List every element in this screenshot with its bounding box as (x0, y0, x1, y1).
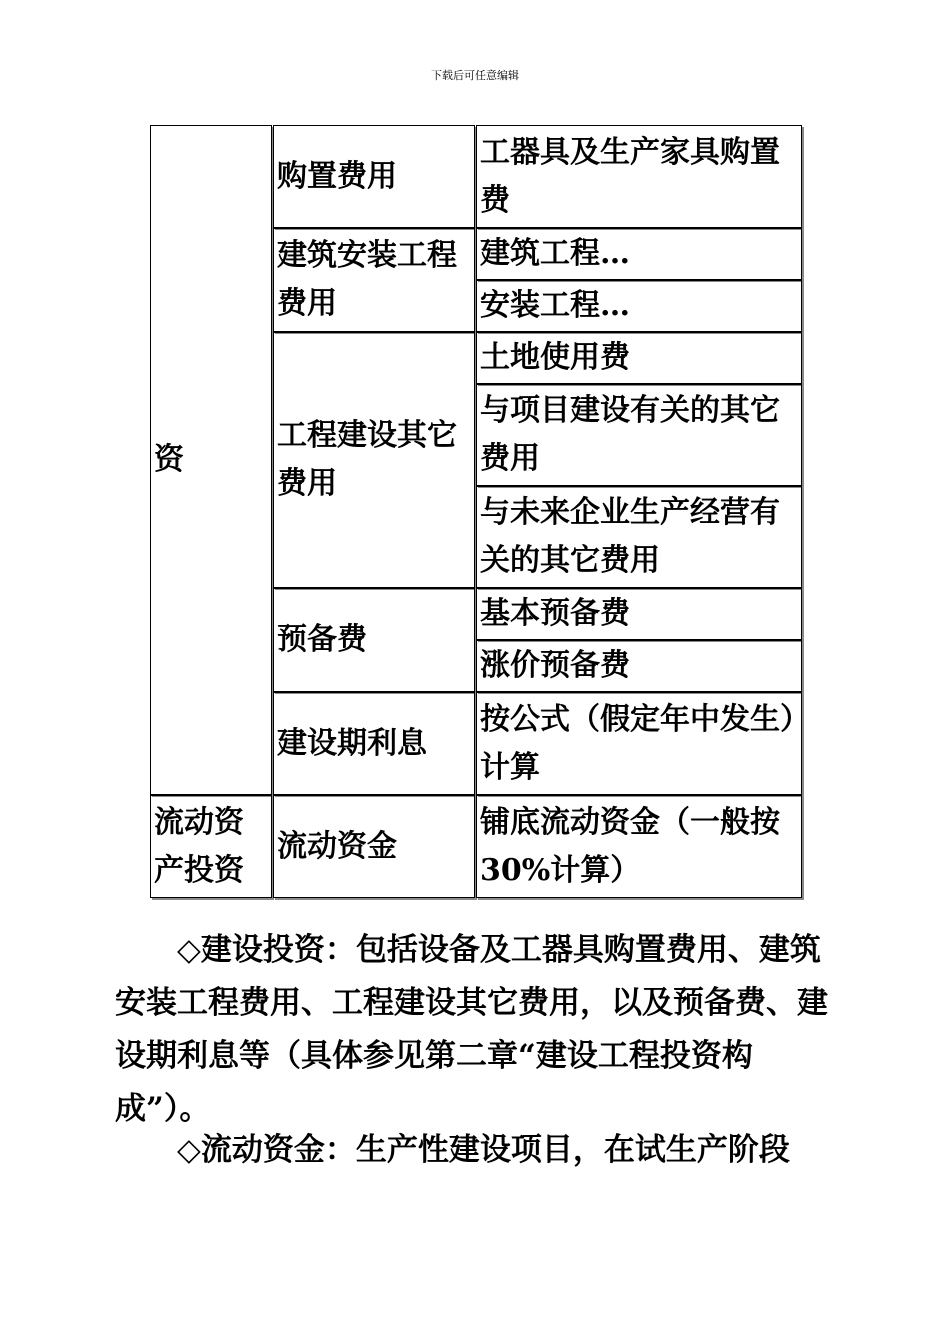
table-cell-item: 预备费 (273, 588, 475, 692)
page-header-note: 下载后可任意编辑 (431, 69, 519, 82)
table-cell-item: 工程建设其它费用 (273, 332, 475, 588)
table-cell-category: 资 (150, 125, 272, 795)
paragraph-construction-investment: ◇建设投资：包括设备及工器具购置费用、建筑安装工程费用、工程建设其它费用，以及预备费、建设期利息等（具体参见第二章“建设工程投资构成”）。 (115, 932, 828, 1127)
table-cell-detail: 按公式（假定年中发生）计算 (476, 692, 802, 795)
table-cell-item: 建筑安装工程费用 (273, 228, 475, 332)
table-cell-detail: 铺底流动资金（一般按30%计算） (476, 795, 802, 898)
table-cell-detail: 与未来企业生产经营有关的其它费用 (476, 486, 802, 588)
paragraph-working-capital: ◇流动资金：生产性建设项目，在试生产阶段 (177, 1132, 790, 1168)
table-cell-detail: 基本预备费 (476, 588, 802, 640)
table-cell-category: 流动资产投资 (150, 795, 272, 898)
table-cell-detail: 土地使用费 (476, 332, 802, 384)
table-cell-item: 购置费用 (273, 125, 475, 228)
table-cell-detail: 涨价预备费 (476, 640, 802, 692)
investment-composition-table (150, 125, 802, 898)
table-cell-detail: 工器具及生产家具购置费 (476, 125, 802, 228)
table-cell-item: 建设期利息 (273, 692, 475, 795)
table-cell-item: 流动资金 (273, 795, 475, 898)
table-cell-detail: 与项目建设有关的其它费用 (476, 384, 802, 486)
table-cell-detail: 建筑工程… (476, 228, 802, 280)
table-cell-detail: 安装工程… (476, 280, 802, 332)
